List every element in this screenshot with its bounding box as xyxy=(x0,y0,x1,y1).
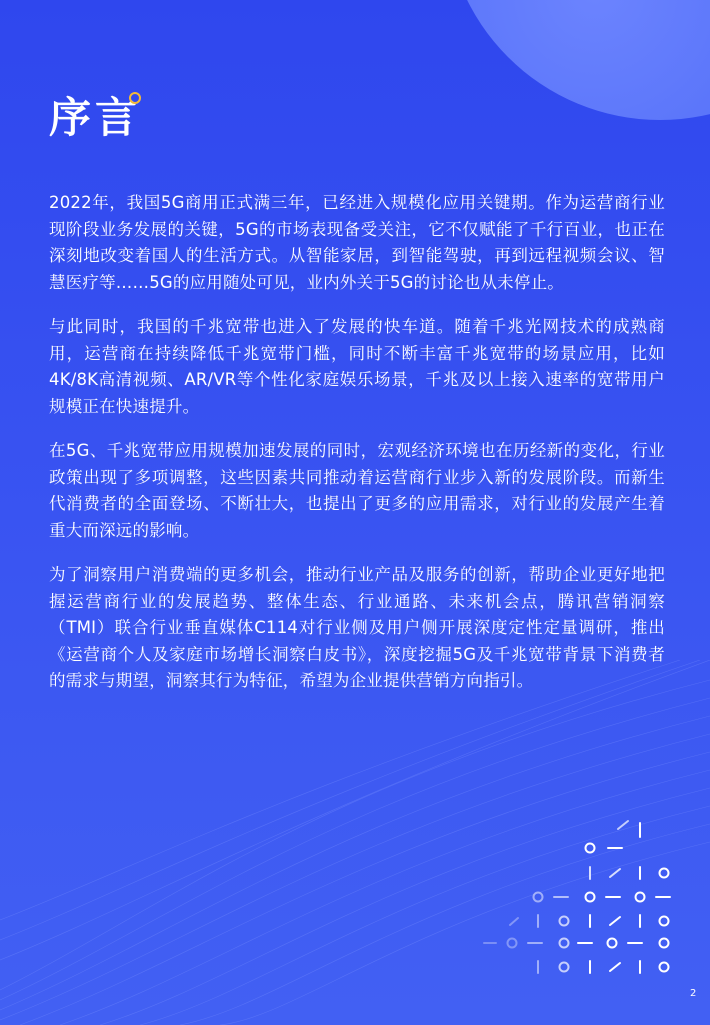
paragraph-3: 在5G、千兆宽带应用规模加速发展的同时，宏观经济环境也在历经新的变化，行业政策出现了多项调整，这些因素共同推动着运营商行业步入新的发展阶段。而新生代消费者的全面登场、不断壮大，也提出了更多的应用需求，对行业的发展产生着重大而深远的影响。 xyxy=(49,441,665,540)
page-number: 2 xyxy=(690,988,697,999)
decorative-corner-circle xyxy=(445,0,710,120)
title-accent-circle-icon xyxy=(129,92,141,104)
paragraph-2: 与此同时，我国的千兆宽带也进入了发展的快车道。随着千兆光网技术的成熟商用，运营商在持续降低千兆宽带门槛，同时不断丰富千兆宽带的场景应用，比如4K/8K高清视频、AR/VR等个性化家庭娱乐场景，千兆及以上接入速率的宽带用户规模正在快速提升。 xyxy=(49,317,665,416)
decorative-symbol-grid xyxy=(480,815,680,985)
paragraph-1: 2022年，我国5G商用正式满三年，已经进入规模化应用关键期。作为运营商行业现阶段业务发展的关键，5G的市场表现备受关注，它不仅赋能了千行百业，也正在深刻地改变着国人的生活方式。从智能家居，到智能驾驶，再到远程视频会议、智慧医疗等……5G的应用随处可见，业内外关于5G的讨论也从未停止。 xyxy=(49,193,665,292)
paragraph-4: 为了洞察用户消费端的更多机会，推动行业产品及服务的创新，帮助企业更好地把握运营商行业的发展趋势、整体生态、行业通路、未来机会点，腾讯营销洞察（TMI）联合行业垂直媒体C114对行业侧及用户侧开展深度定性定量调研，推出《运营商个人及家庭市场增长洞察白皮书》，深度挖掘5G及千兆宽带背景下消费者的需求与期望，洞察其行为特征，希望为企业提供营销方向指引。 xyxy=(49,565,665,690)
body-text xyxy=(49,190,665,713)
page-title: 序言 xyxy=(49,93,142,142)
